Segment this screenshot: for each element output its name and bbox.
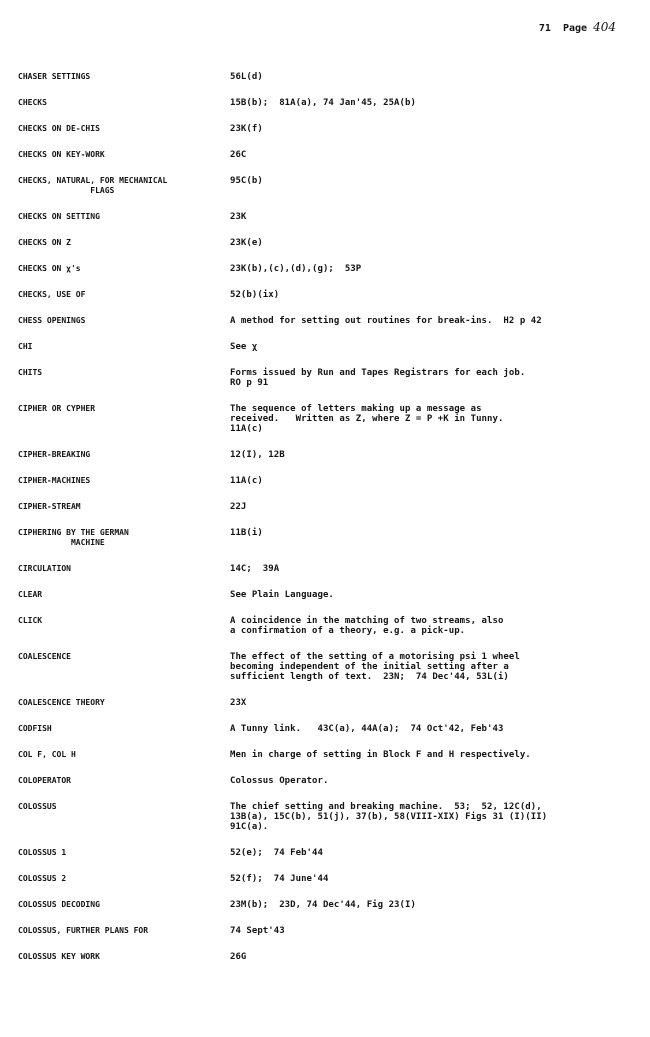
entry-definition: 11B(i) [230,528,263,538]
entry-definition: 26G [230,952,247,962]
entry-definition: See χ [230,342,258,352]
glossary-entry [18,476,640,486]
entry-definition: Colossus Operator. [230,776,329,786]
entry-term: COALESCENCE [18,652,71,661]
glossary-entry [18,368,640,388]
glossary-entry [18,848,640,858]
entry-definition: 12(I), 12B [230,450,285,460]
entry-term: CHI [18,342,33,351]
entry-term: CHECKS ON χ's [18,264,81,273]
glossary-entry [18,72,640,82]
glossary-entry [18,264,640,274]
entry-term: COLOSSUS 2 [18,874,67,883]
entry-definition: 26C [230,150,247,160]
entry-term: COL F, COL H [18,750,76,759]
entry-definition: 52(b)(ix) [230,290,280,300]
entry-term: CHECKS ON DE-CHIS [18,124,100,133]
entry-term: CHECKS ON SETTING [18,212,100,221]
entry-term: CHECKS, NATURAL, FOR MECHANICAL FLAGS [18,176,168,195]
glossary-entry [18,176,640,196]
entry-term: CLEAR [18,590,43,599]
glossary-entry [18,404,640,434]
entry-definition: 14C; 39A [230,564,280,574]
entry-term: CHITS [18,368,43,377]
entry-definition: 23K [230,212,247,222]
entry-definition: The chief setting and breaking machine. 53; 52, 12C(d), 13B(a), 15C(b), 51(j), 37(b), 58(VIII-XIX) Figs 31 (I)(II) 91C(a). [230,802,548,832]
entry-definition: See Plain Language. [230,590,334,600]
glossary-entry [18,724,640,734]
entry-definition: 22J [230,502,247,512]
entry-definition: 11A(c) [230,476,263,486]
entry-term: COLOSSUS DECODING [18,900,100,909]
entry-definition: 23K(b),(c),(d),(g); 53P [230,264,362,274]
entry-definition: 23X [230,698,247,708]
entry-term: CIPHERING BY THE GERMAN MACHINE [18,528,129,547]
glossary-entry [18,124,640,134]
entry-term: CIPHER-BREAKING [18,450,91,459]
entry-definition: 56L(d) [230,72,263,82]
entry-term: CHASER SETTINGS [18,72,91,81]
glossary-entry [18,590,640,600]
entry-term: COLOSSUS KEY WORK [18,952,100,961]
glossary-entry [18,238,640,248]
entry-definition: A coincidence in the matching of two streams, also a confirmation of a theory, e.g. a pick-up. [230,616,504,636]
entry-definition: Men in charge of setting in Block F and H respectively. [230,750,531,760]
entry-definition: The effect of the setting of a motorising psi 1 wheel becoming independent of the initial setting after a sufficient length of text. 23N; 74 Dec'44, 53L(i) [230,652,520,682]
entry-term: CHESS OPENINGS [18,316,86,325]
entry-term: CHECKS [18,98,47,107]
page-number: 404 [593,20,616,34]
entry-term: CIPHER-STREAM [18,502,81,511]
entry-term: CLICK [18,616,43,625]
entry-definition: 23M(b); 23D, 74 Dec'44, Fig 23(I) [230,900,416,910]
page-header [539,20,616,34]
glossary-entry [18,290,640,300]
glossary-entries [18,72,640,978]
glossary-entry [18,528,640,548]
glossary-entry [18,802,640,832]
entry-definition: 15B(b); 81A(a), 74 Jan'45, 25A(b) [230,98,416,108]
entry-definition: The sequence of letters making up a message as received. Written as Z, where Z = P +K in Tunny. 11A(c) [230,404,504,434]
glossary-entry [18,952,640,962]
glossary-entry [18,874,640,884]
entry-term: CHECKS, USE OF [18,290,86,299]
glossary-entry [18,776,640,786]
glossary-entry [18,750,640,760]
entry-definition: 95C(b) [230,176,263,186]
entry-term: CIPHER-MACHINES [18,476,91,485]
glossary-entry [18,98,640,108]
entry-term: CODFISH [18,724,52,733]
glossary-entry [18,652,640,682]
entry-term: CIRCULATION [18,564,71,573]
entry-definition: A method for setting out routines for break-ins. H2 p 42 [230,316,542,326]
glossary-entry [18,564,640,574]
glossary-entry [18,502,640,512]
entry-definition: Forms issued by Run and Tapes Registrars for each job. RO p 91 [230,368,526,388]
entry-definition: 52(e); 74 Feb'44 [230,848,323,858]
entry-term: CIPHER OR CYPHER [18,404,96,413]
entry-term: CHECKS ON Z [18,238,71,247]
entry-term: CHECKS ON KEY-WORK [18,150,105,159]
entry-term: COLOSSUS, FURTHER PLANS FOR [18,926,149,935]
entry-term: COLOPERATOR [18,776,71,785]
entry-term: COALESCENCE THEORY [18,698,105,707]
entry-definition: 52(f); 74 June'44 [230,874,329,884]
entry-definition: A Tunny link. 43C(a), 44A(a); 74 Oct'42, Feb'43 [230,724,504,734]
glossary-entry [18,150,640,160]
entry-definition: 23K(f) [230,124,263,134]
page-label: Page [562,23,588,34]
glossary-entry [18,616,640,636]
entry-term: COLOSSUS [18,802,57,811]
glossary-entry [18,926,640,936]
glossary-entry [18,450,640,460]
glossary-entry [18,698,640,708]
entry-definition: 74 Sept'43 [230,926,285,936]
section-number: 71 [538,23,551,34]
glossary-entry [18,900,640,910]
glossary-entry [18,316,640,326]
entry-term: COLOSSUS 1 [18,848,67,857]
glossary-entry [18,212,640,222]
glossary-entry [18,342,640,352]
entry-definition: 23K(e) [230,238,263,248]
